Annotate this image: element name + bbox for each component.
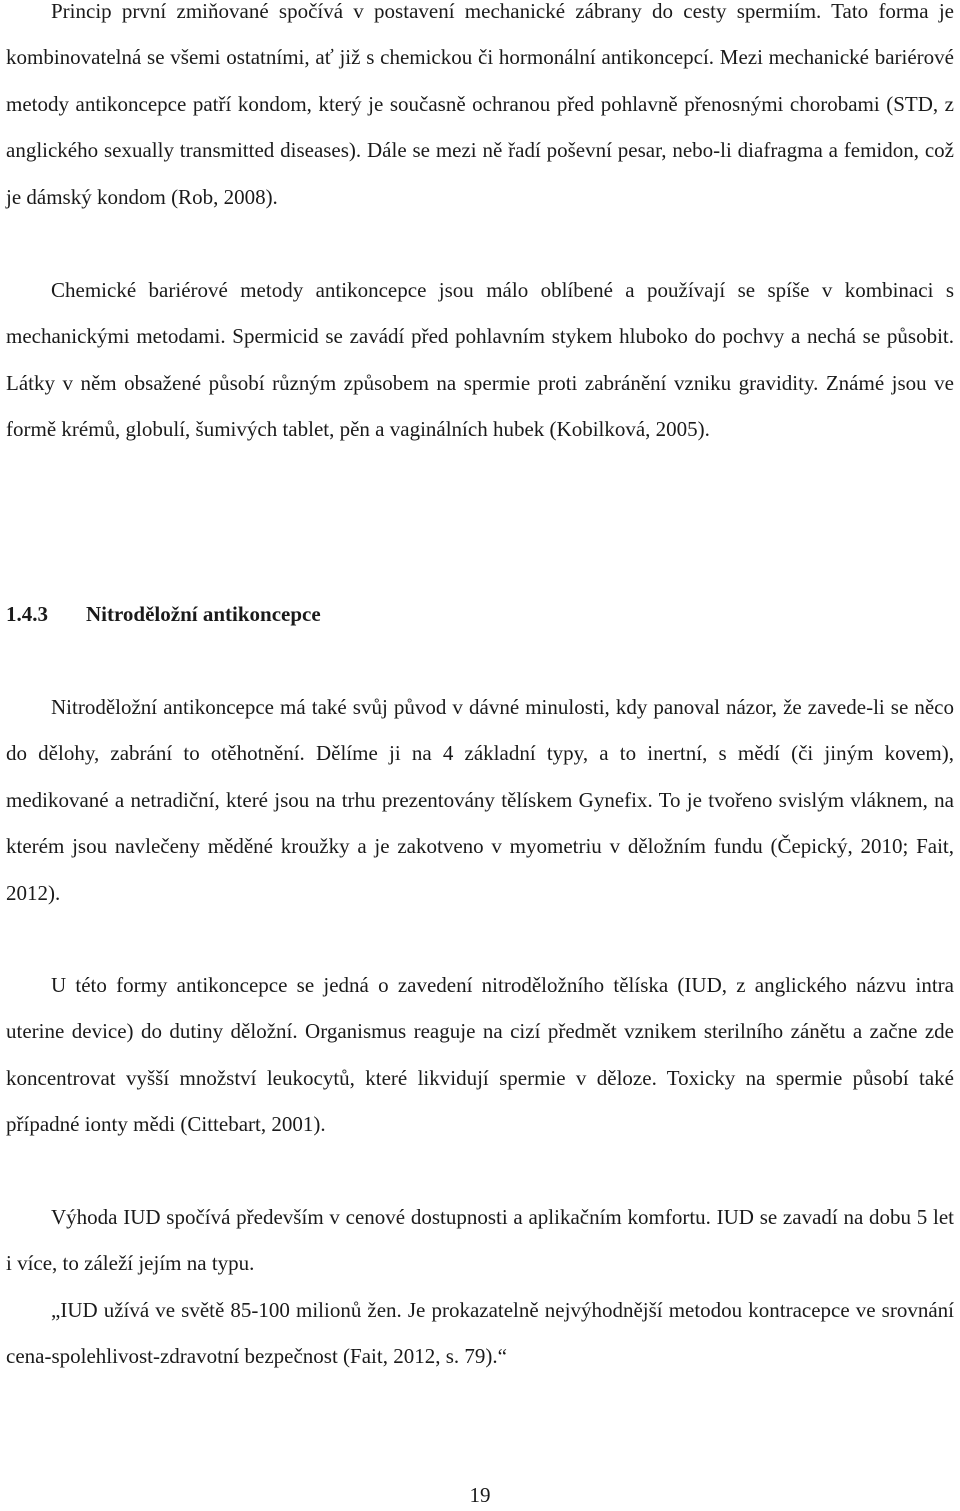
paragraph-mechanical-barrier: Princip první zmiňované spočívá v postavení mechanické zábrany do cesty spermiím. Tato forma je kombinovatelná se všemi ostatními, ať již s chemickou či hormonální antikoncepcí. Mezi mechanické bariérové metody antikoncepce patří kondom, který je současně ochranou před pohlavně přenosnými chorobami (STD, z anglického sexually transmitted diseases). Dále se mezi ně řadí poševní pesar, nebo-li diafragma a femidon, což je dámský kondom (Rob, 2008). [6, 0, 954, 209]
paragraph-iud-intro: Nitroděložní antikoncepce má také svůj původ v dávné minulosti, kdy panoval názor, že zavede-li se něco do dělohy, zabrání to otěhotnění. Dělíme ji na 4 základní typy, a to inertní, s mědí (či jiným kovem), medikované a netradiční, které jsou na trhu prezentovány tělískem Gynefix. To je tvořeno svislým vláknem, na kterém jsou navlečeny měděné kroužky a je zakotveno v myometriu v děložním fundu (Čepický, 2010; Fait, 2012). [6, 695, 954, 905]
section-heading [6, 596, 321, 632]
page-number: 19 [469, 1483, 491, 1507]
paragraph-iud-quote: „IUD užívá ve světě 85-100 milionů žen. Je prokazatelně nejvýhodnější metodou kontracepce ve srovnání cena-spolehlivost-zdravotní bezpečnost (Fait, 2012, s. 79).“ [6, 1298, 954, 1369]
paragraph-iud-mechanism: U této formy antikoncepce se jedná o zavedení nitroděložního tělíska (IUD, z anglického názvu intra uterine device) do dutiny děložní. Organismus reaguje na cizí předmět vznikem sterilního zánětu a začne zde koncentrovat vyšší množství leukocytů, které likvidují spermie v děloze. Toxicky na spermie působí také případné ionty mědi (Cittebart, 2001). [6, 973, 954, 1137]
section-number: 1.4.3 [6, 602, 48, 626]
section-title: Nitroděložní antikoncepce [86, 602, 321, 626]
paragraph-iud-advantages: Výhoda IUD spočívá především v cenové dostupnosti a aplikačním komfortu. IUD se zavadí na dobu 5 let i více, to záleží jejím na typu. [6, 1205, 954, 1276]
paragraph-chemical-barrier: Chemické bariérové metody antikoncepce jsou málo oblíbené a používají se spíše v kombinaci s mechanickými metodami. Spermicid se zavádí před pohlavním stykem hluboko do pochvy a nechá se působit. Látky v něm obsažené působí různým způsobem na spermie proti zabránění vzniku gravidity. Známé jsou ve formě krémů, globulí, šumivých tablet, pěn a vaginálních hubek (Kobilková, 2005). [6, 278, 954, 442]
